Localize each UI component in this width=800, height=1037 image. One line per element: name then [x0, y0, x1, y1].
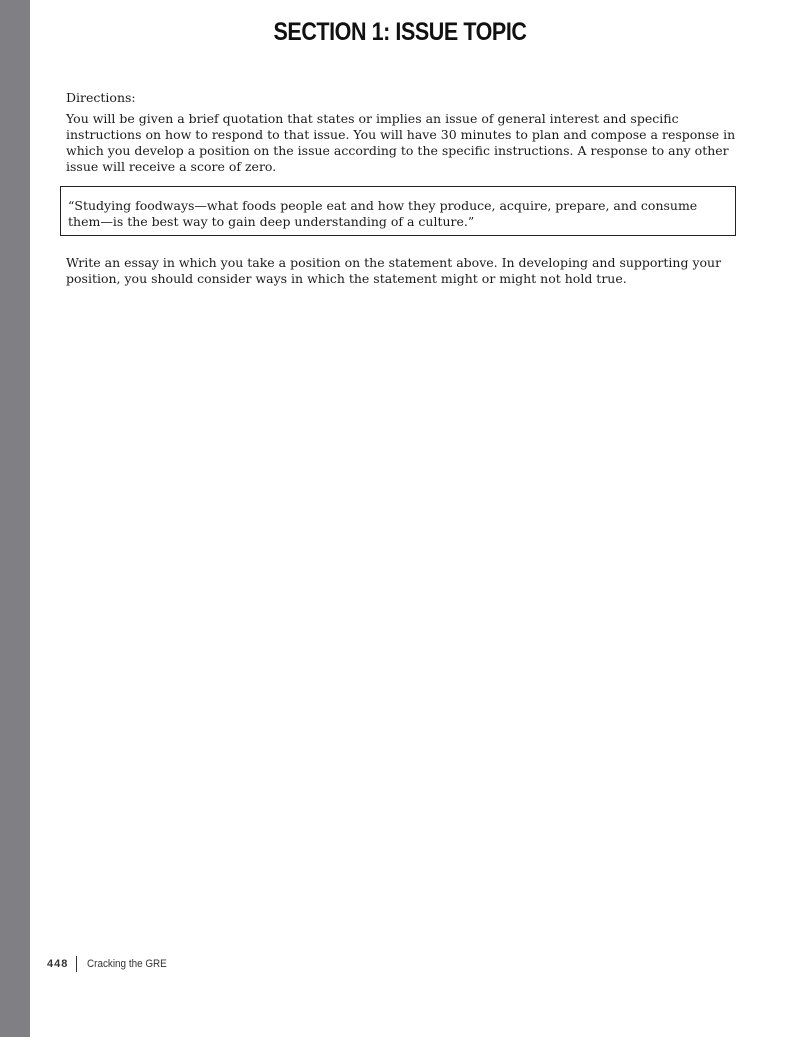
section-title: SECTION 1: ISSUE TOPIC: [273, 18, 527, 46]
directions-text: You will be given a brief quotation that states or implies an issue of general interest and specific instructions on how to respond to that issue. You will have 30 minutes to plan and compose a response in which you develop a position on the issue according to the specific instructions. A response to any other issue will receive a score of zero.: [66, 111, 736, 174]
directions-label: Directions:: [66, 90, 136, 105]
page-number: 448: [47, 958, 69, 970]
page-footer: [47, 956, 176, 972]
quote-text: “Studying foodways—what foods people eat and how they produce, acquire, prepare, and consume them—is the best way to gain deep understanding of a culture.”: [68, 198, 698, 229]
footer-divider: [76, 956, 77, 972]
quote-box: [60, 186, 736, 236]
page-side-bar: [0, 0, 30, 1037]
book-title: Cracking the GRE: [87, 958, 168, 970]
essay-prompt: Write an essay in which you take a position on the statement above. In developing and supporting your position, you should consider ways in which the statement might or might not hold true.: [66, 255, 722, 286]
